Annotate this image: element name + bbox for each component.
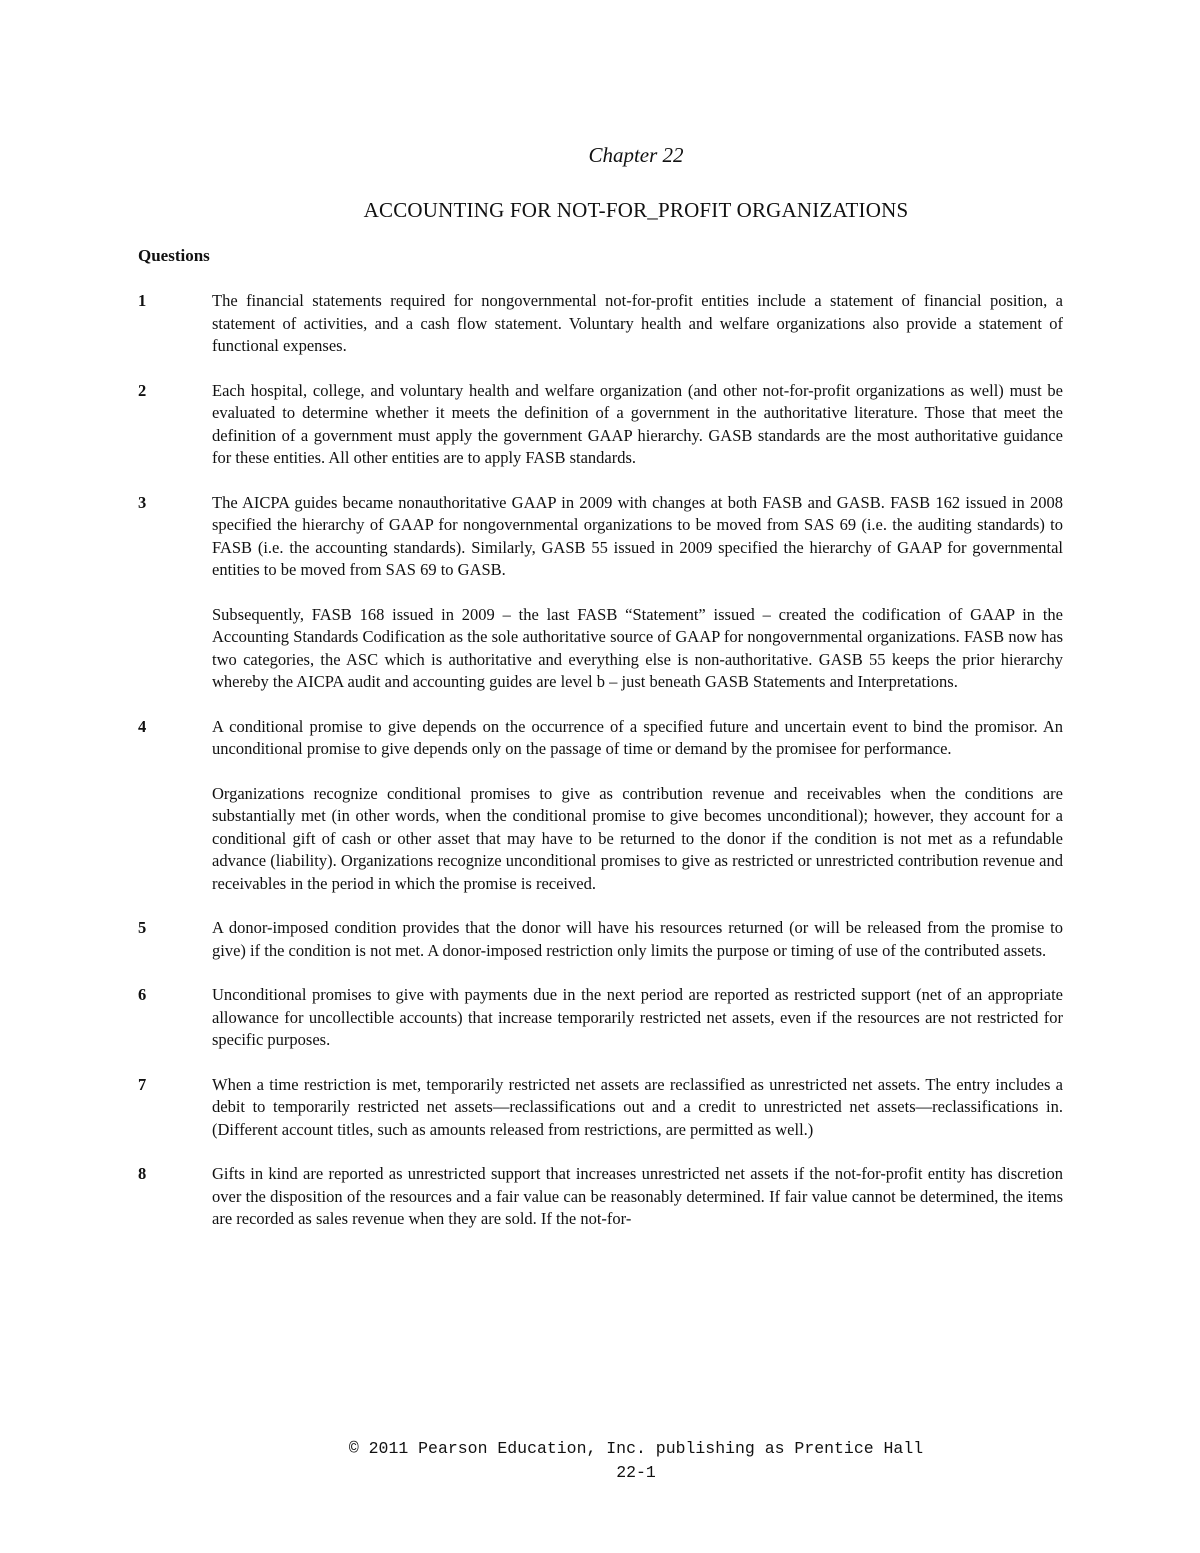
answer-paragraph: Gifts in kind are reported as unrestricted support that increases unrestricted net assets if the not-for-profit entity has discretion over the disposition of the resources and a fair value can be reasonably determined. If fair value cannot be determined, the items are recorded as sales revenue when they are sold. If the not-for- [212, 1164, 1063, 1228]
question-item [138, 290, 1063, 358]
question-number: 4 [138, 716, 147, 736]
answer-paragraph: A conditional promise to give depends on the occurrence of a specified future and uncertain event to bind the promisor. An unconditional promise to give depends only on the passage of time or demand by the promisee for performance. [212, 716, 1063, 758]
question-item [138, 1163, 1063, 1231]
answer-paragraph: The AICPA guides became nonauthoritative GAAP in 2009 with changes at both FASB and GASB. FASB 162 issued in 2008 specified the hierarchy of GAAP for nongovernmental organizations to be moved from SAS 69 (i.e. the auditing standards) to FASB (i.e. the accounting standards). Similarly, GASB 55 issued in 2009 specified the hierarchy of GAAP for governmental entities to be moved from SAS 69 to GASB. [212, 492, 1063, 579]
answer-paragraph: When a time restriction is met, temporarily restricted net assets are reclassified as unrestricted net assets. The entry includes a debit to temporarily restricted net assets—reclassifications out and a credit to unrestricted net assets—reclassifications in. (Different account titles, such as amounts released from restrictions, are permitted as well.) [212, 1074, 1063, 1139]
answer-paragraph: A donor-imposed condition provides that the donor will have his resources returned (or will be released from the promise to give) if the condition is not met. A donor-imposed restriction only limits the purpose or timing of use of the contributed assets. [212, 918, 1063, 960]
chapter-label: Chapter 22 [588, 143, 684, 167]
question-answer [212, 1163, 1063, 1231]
question-answer [212, 492, 1063, 694]
question-item [138, 984, 1063, 1052]
question-item [138, 917, 1063, 962]
question-number: 1 [138, 291, 147, 310]
question-item [138, 716, 1063, 896]
answer-paragraph: Unconditional promises to give with payments due in the next period are reported as restricted support (net of an appropriate allowance for uncollectible accounts) that increase temporarily restricted net assets, even if the resources are not restricted for specific purposes. [212, 985, 1063, 1049]
section-heading: Questions [138, 246, 210, 265]
question-answer [212, 984, 1063, 1052]
answer-paragraph: Each hospital, college, and voluntary health and welfare organization (and other not-for-profit organizations as well) must be evaluated to determine whether it meets the definition of a government in the authoritative literature. Those that meet the definition of a government must apply the government GAAP hierarchy. GASB standards are the most authoritative guidance for these entities. All other entities are to apply FASB standards. [212, 380, 1063, 467]
question-item [138, 492, 1063, 694]
question-item [138, 380, 1063, 470]
question-number: 5 [138, 918, 147, 937]
question-answer [212, 380, 1063, 470]
chapter-title: ACCOUNTING FOR NOT-FOR_PROFIT ORGANIZATIONS [363, 198, 909, 222]
copyright-line: © 2011 Pearson Education, Inc. publishing as Prentice Hall [348, 1439, 924, 1458]
question-item [138, 1074, 1063, 1142]
question-number: 3 [138, 492, 147, 512]
answer-paragraph: The financial statements required for nongovernmental not-for-profit entities include a statement of financial position, a statement of activities, and a cash flow statement. Voluntary health and welfare organizations also provide a statement of functional expenses. [212, 291, 1063, 355]
question-number: 2 [138, 380, 147, 400]
question-number: 6 [138, 985, 147, 1004]
question-answer [212, 917, 1063, 962]
question-number: 7 [138, 1074, 147, 1094]
question-number: 8 [138, 1164, 147, 1183]
answer-paragraph: Organizations recognize conditional promises to give as contribution revenue and receivables when the conditions are substantially met (in other words, when the conditional promise to give becomes unconditional); however, they account for a conditional gift of cash or other asset that may have to be returned to the donor if the condition is not met as a refundable advance (liability). Organizations recognize unconditional promises to give as restricted or unrestricted contribution revenue and receivables in the period in which the promise is received. [212, 783, 1063, 893]
answer-paragraph: Subsequently, FASB 168 issued in 2009 – the last FASB “Statement” issued – created the codification of GAAP in the Accounting Standards Codification as the sole authoritative source of GAAP for nongovernmental organizations. FASB now has two categories, the ASC which is authoritative and everything else is non-authoritative. GASB 55 keeps the prior hierarchy whereby the AICPA audit and accounting guides are level b – just beneath GASB Statements and Interpretations. [212, 604, 1063, 691]
question-answer [212, 290, 1063, 358]
page-number: 22-1 [616, 1463, 656, 1482]
question-answer [212, 1074, 1063, 1142]
page-footer [0, 1437, 1200, 1485]
question-list [138, 290, 1063, 1253]
question-answer [212, 716, 1063, 896]
